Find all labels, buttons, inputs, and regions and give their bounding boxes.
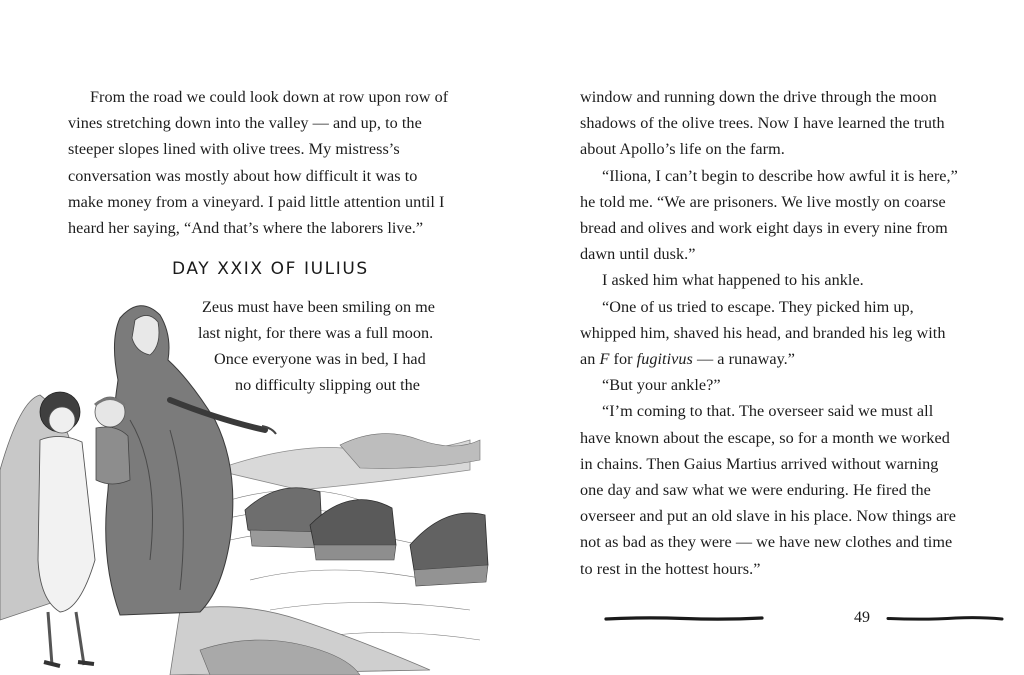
right-paragraph-4 — [580, 294, 964, 373]
left-paragraph-1 — [68, 84, 450, 241]
right-text-column — [580, 84, 964, 582]
illustration — [0, 280, 500, 675]
hut-1 — [245, 488, 322, 548]
page-number: 49 — [854, 609, 870, 626]
wrap-line-3: Once everyone was in bed, I had — [214, 350, 426, 368]
right-paragraph-4-text-a: “One of us tried to escape. They picked him up, whipped him, shaved his head, and branded his leg with an — [580, 297, 946, 369]
right-paragraph-6 — [580, 398, 964, 581]
right-paragraph-5-text: “But your ankle?” — [602, 376, 721, 395]
wrap-line-2: last night, for there was a full moon. — [198, 324, 434, 342]
page-number-row — [604, 606, 1004, 630]
right-paragraph-3 — [580, 267, 964, 293]
right-paragraph-2 — [580, 163, 964, 268]
right-paragraph-6-text: “I’m coming to that. The overseer said we must all have known about the escape, so for a month we worked in chains. Then Gaius Martius arrived without warning one day and saw what we were enduring. He fired the overseer and put an old slave in his place. Now things are not as bad as they were — we have new clothes and time to rest in the hottest hours.” — [580, 402, 957, 578]
day-heading: DAY XXIX OF IULIUS — [172, 259, 369, 279]
left-rule — [604, 614, 764, 624]
right-paragraph-3-text: I asked him what happened to his ankle. — [602, 271, 864, 290]
italic-word-fugitivus: fugitivus — [636, 350, 693, 369]
right-rule — [886, 614, 1004, 624]
right-page — [512, 0, 1024, 675]
hut-3 — [410, 513, 488, 586]
wrap-line-1: Zeus must have been smiling on me — [202, 298, 435, 316]
right-paragraph-4-text-c: — a runaway.” — [692, 350, 795, 369]
wrap-line-4: no difficulty slipping out the — [235, 376, 420, 394]
right-paragraph-1-text: window and running down the drive through the moon shadows of the olive trees. Now I have learned the truth about Apollo’s life on the farm. — [580, 88, 945, 159]
italic-letter-f: F — [599, 350, 610, 369]
left-paragraph-1-text: From the road we could look down at row upon row of vines stretching down into the valley — and up, to the steeper slopes lined with olive trees. My mistress’s conversation was mostly about how difficult it was to make money from a vineyard. I paid little attention until I heard her saying, “And that’s where the laborers live.” — [68, 88, 449, 238]
right-paragraph-5 — [580, 372, 964, 398]
right-paragraph-4-text-b: for — [609, 350, 637, 369]
right-paragraph-1 — [580, 84, 964, 163]
boy-figure — [95, 397, 130, 484]
hut-2 — [310, 500, 396, 560]
right-paragraph-2-text: “Iliona, I can’t begin to describe how awful it is here,” he told me. “We are prisoners. We live mostly on coarse bread and olives and work eight days in every nine from dawn until dusk.” — [580, 166, 958, 264]
